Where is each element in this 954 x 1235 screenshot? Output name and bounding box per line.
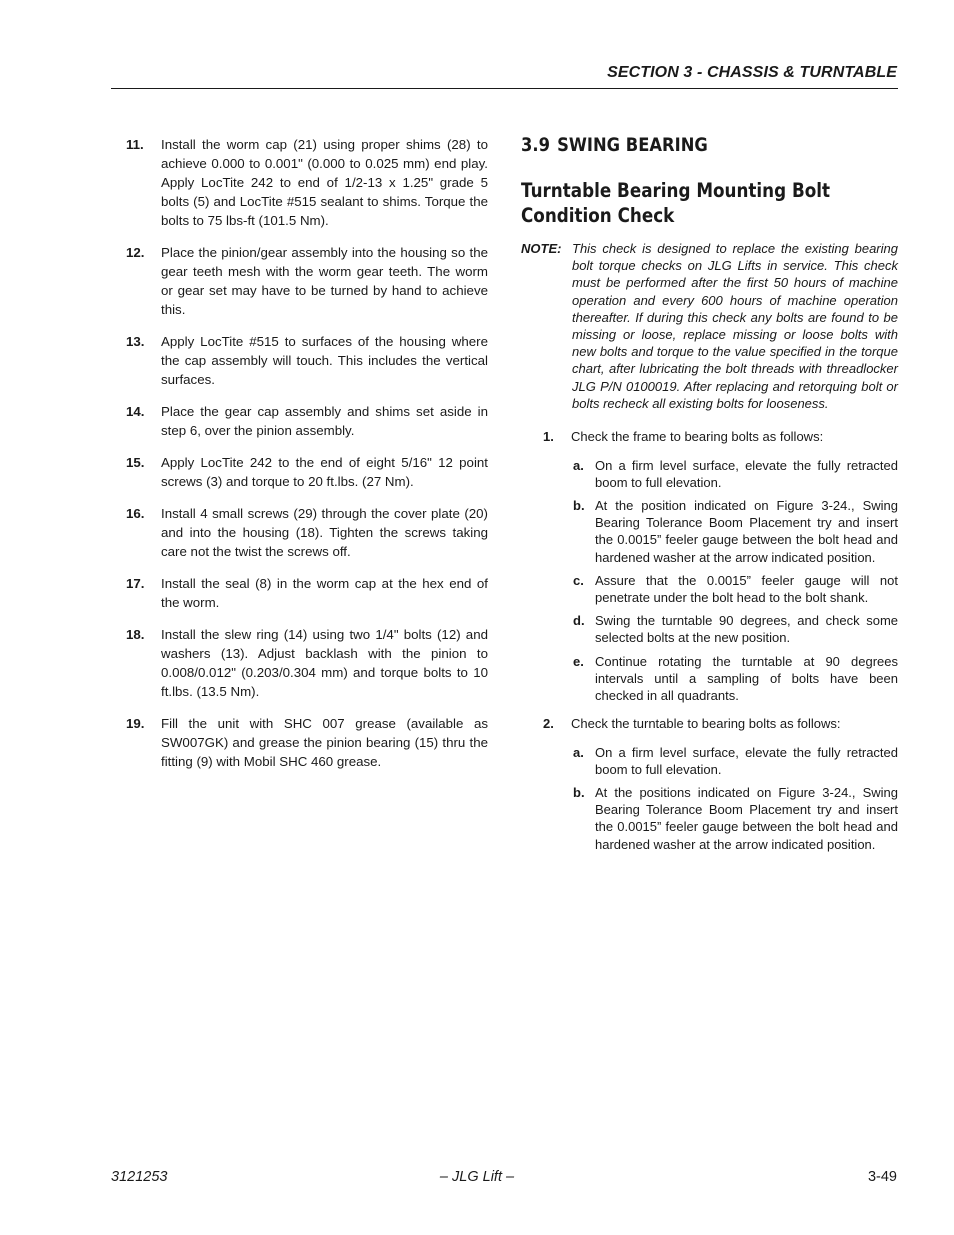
step-text: Apply LocTite #515 to surfaces of the housing where the cap assembly will touch. This includes the vertical surfaces. — [161, 334, 488, 387]
section-title: SWING BEARING — [557, 134, 708, 156]
step-16 — [126, 504, 488, 561]
sub-step-1b — [573, 497, 898, 566]
sub-step-text: At the position indicated on Figure 3-24., Swing Bearing Tolerance Boom Placement try and insert the 0.0015” feeler gauge between the bolt head and hardened washer at the arrow indicated position. — [595, 497, 898, 565]
sub-step-2a — [573, 744, 898, 778]
item-text: Check the frame to bearing bolts as follows: — [571, 429, 824, 445]
step-number: 16. — [126, 506, 145, 521]
note-text: This check is designed to replace the existing bearing bolt torque checks on JLG Lifts in service. This check must be performed after the first 50 hours of machine operation and every 600 hours of machine operation thereafter. If during this check any bolts are found to be missing or loose, replace missing or loose bolts with new bolts and torque to the value specified in the torque chart, after lubricating the bolt threads with threadlocker JLG P/N 0100019. After replacing and retorquing bolt or bolts recheck all existing bolts for looseness. — [572, 241, 898, 411]
sub-step-text: Assure that the 0.0015” feeler gauge will not penetrate under the bolt head to the bolt shank. — [595, 572, 898, 605]
sub-step-letter: c. — [573, 572, 584, 588]
item-number: 2. — [543, 716, 554, 732]
left-column — [126, 135, 488, 784]
step-number: 19. — [126, 716, 145, 731]
sub-step-text: At the positions indicated on Figure 3-24., Swing Bearing Tolerance Boom Placement try and insert the 0.0015” feeler gauge between the bolt head and hardened washer at the arrow indicated position. — [595, 785, 898, 852]
sub-step-letter: b. — [573, 785, 585, 801]
sub-step-text: On a firm level surface, elevate the fully retracted boom to full elevation. — [595, 744, 898, 777]
step-text: Install 4 small screws (29) through the cover plate (20) and into the housing (18). Tighten the screws taking care not the twist the screws off. — [161, 506, 488, 559]
right-column — [521, 132, 898, 859]
step-13 — [126, 332, 488, 389]
sub-step-text: On a firm level surface, elevate the fully retracted boom to full elevation. — [595, 457, 898, 490]
sub-step-letter: e. — [573, 653, 584, 669]
step-text: Apply LocTite 242 to the end of eight 5/16" 12 point screws (3) and torque to 20 ft.lbs. (27 Nm). — [161, 455, 488, 489]
step-11 — [126, 135, 488, 230]
sub-step-letter: b. — [573, 497, 585, 513]
section-number: 3.9 — [521, 134, 550, 156]
step-number: 12. — [126, 245, 145, 260]
footer-brand: – JLG Lift – — [439, 1169, 515, 1185]
section-header: SECTION 3 - CHASSIS & TURNTABLE — [607, 64, 897, 81]
sub-step-letter: a. — [573, 457, 584, 473]
sub-step-1d — [573, 612, 898, 646]
sub-step-1a — [573, 457, 898, 491]
step-19 — [126, 714, 488, 771]
sub-step-1e — [573, 653, 898, 705]
step-text: Install the worm cap (21) using proper shims (28) to achieve 0.000 to 0.001" (0.000 to 0.025 mm) end play. Apply LocTite 242 to end of 1/2-13 x 1.25" grade 5 bolts (5) and LocTite #515 sealant to shims. Torque the bolts to 75 lbs-ft (101.5 Nm). — [161, 137, 488, 228]
step-14 — [126, 402, 488, 440]
step-text: Place the gear cap assembly and shims set aside in step 6, over the pinion assembly. — [161, 404, 488, 438]
step-number: 18. — [126, 627, 145, 642]
item-text: Check the turntable to bearing bolts as follows: — [571, 716, 841, 732]
document-number: 3121253 — [111, 1169, 168, 1185]
sub-step-text: Swing the turntable 90 degrees, and check some selected bolts at the new position. — [595, 613, 898, 646]
note-label: NOTE: — [521, 241, 562, 256]
step-12 — [126, 243, 488, 319]
sub-step-letter: a. — [573, 744, 584, 760]
step-15 — [126, 453, 488, 491]
subsection-heading: Turntable Bearing Mounting Bolt Condition Check — [521, 179, 831, 227]
check-item-1 — [543, 428, 898, 446]
sub-step-letter: d. — [573, 613, 585, 629]
step-text: Fill the unit with SHC 007 grease (available as SW007GK) and grease the pinion bearing (15) thru the fitting (9) with Mobil SHC 460 grease. — [161, 716, 488, 769]
step-text: Place the pinion/gear assembly into the housing so the gear teeth mesh with the worm gear teeth. The worm or gear set may have to be turned by hand to achieve this. — [161, 245, 488, 317]
item-number: 1. — [543, 429, 554, 445]
step-text: Install the slew ring (14) using two 1/4" bolts (12) and washers (13). Adjust backlash with the pinion to 0.008/0.012" (0.203/0.304 mm) and torque bolts to 10 ft.lbs. (13.5 Nm). — [161, 627, 488, 699]
step-17 — [126, 574, 488, 612]
step-18 — [126, 625, 488, 701]
step-text: Install the seal (8) in the worm cap at the hex end of the worm. — [161, 576, 488, 610]
sub-step-1c — [573, 572, 898, 606]
step-number: 17. — [126, 576, 145, 591]
note-block — [521, 240, 898, 412]
page-number: 3-49 — [867, 1169, 897, 1185]
sub-step-2b — [573, 784, 898, 853]
sub-step-text: Continue rotating the turntable at 90 degrees intervals until a sampling of bolts have been checked in all quadrants. — [595, 653, 898, 703]
header-rule — [111, 88, 898, 89]
check-item-2 — [543, 715, 898, 733]
section-heading — [521, 132, 845, 158]
step-number: 13. — [126, 334, 145, 349]
step-number: 15. — [126, 455, 145, 470]
step-number: 14. — [126, 404, 145, 419]
step-number: 11. — [126, 137, 144, 152]
